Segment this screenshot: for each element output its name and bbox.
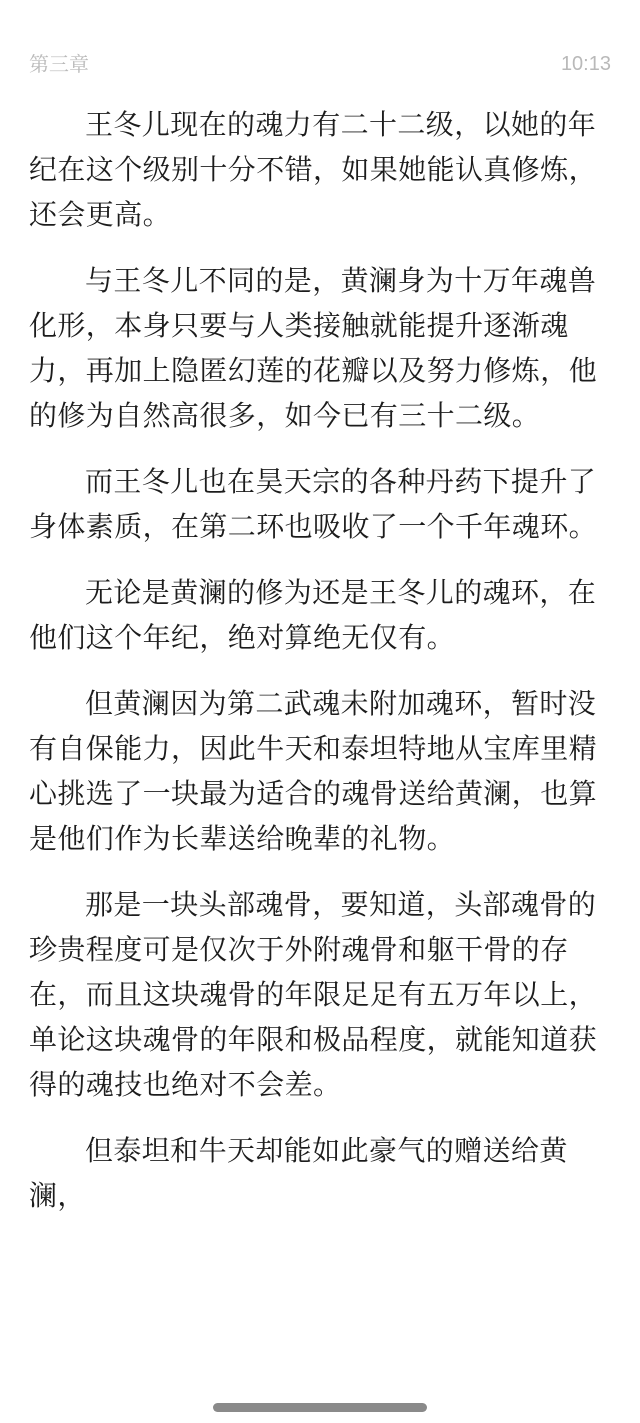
home-indicator[interactable]: [213, 1403, 427, 1412]
paragraph: 那是一块头部魂骨，要知道，头部魂骨的珍贵程度可是仅次于外附魂骨和躯干骨的存在，而且这块魂骨的年限足足有五万年以上，单论这块魂骨的年限和极品程度，就能知道获得的魂技也绝对不会差。: [29, 888, 598, 1101]
chapter-title: 第三章: [29, 52, 89, 76]
paragraph: 无论是黄澜的修为还是王冬儿的魂环，在他们这个年纪，绝对算绝无仅有。: [29, 576, 597, 654]
reading-content[interactable]: [29, 102, 613, 1239]
paragraph: 王冬儿现在的魂力有二十二级，以她的年纪在这个级别十分不错，如果她能认真修炼，还会更高。: [29, 108, 598, 231]
paragraph: 而王冬儿也在昊天宗的各种丹药下提升了身体素质，在第二环也吸收了一个千年魂环。: [29, 465, 598, 543]
paragraph: 但黄澜因为第二武魂未附加魂环，暂时没有自保能力，因此牛天和泰坦特地从宝库里精心挑选了一块最为适合的魂骨送给黄澜，也算是他们作为长辈送给晚辈的礼物。: [29, 687, 598, 855]
paragraph: 与王冬儿不同的是，黄澜身为十万年魂兽化形，本身只要与人类接触就能提升逐渐魂力，再加上隐匿幻莲的花瓣以及努力修炼，他的修为自然高很多，如今已有三十二级。: [29, 264, 598, 432]
reader-header: [0, 0, 640, 100]
paragraph: 但泰坦和牛天却能如此豪气的赠送给黄澜，: [29, 1134, 568, 1212]
clock: 10:13: [560, 53, 611, 75]
